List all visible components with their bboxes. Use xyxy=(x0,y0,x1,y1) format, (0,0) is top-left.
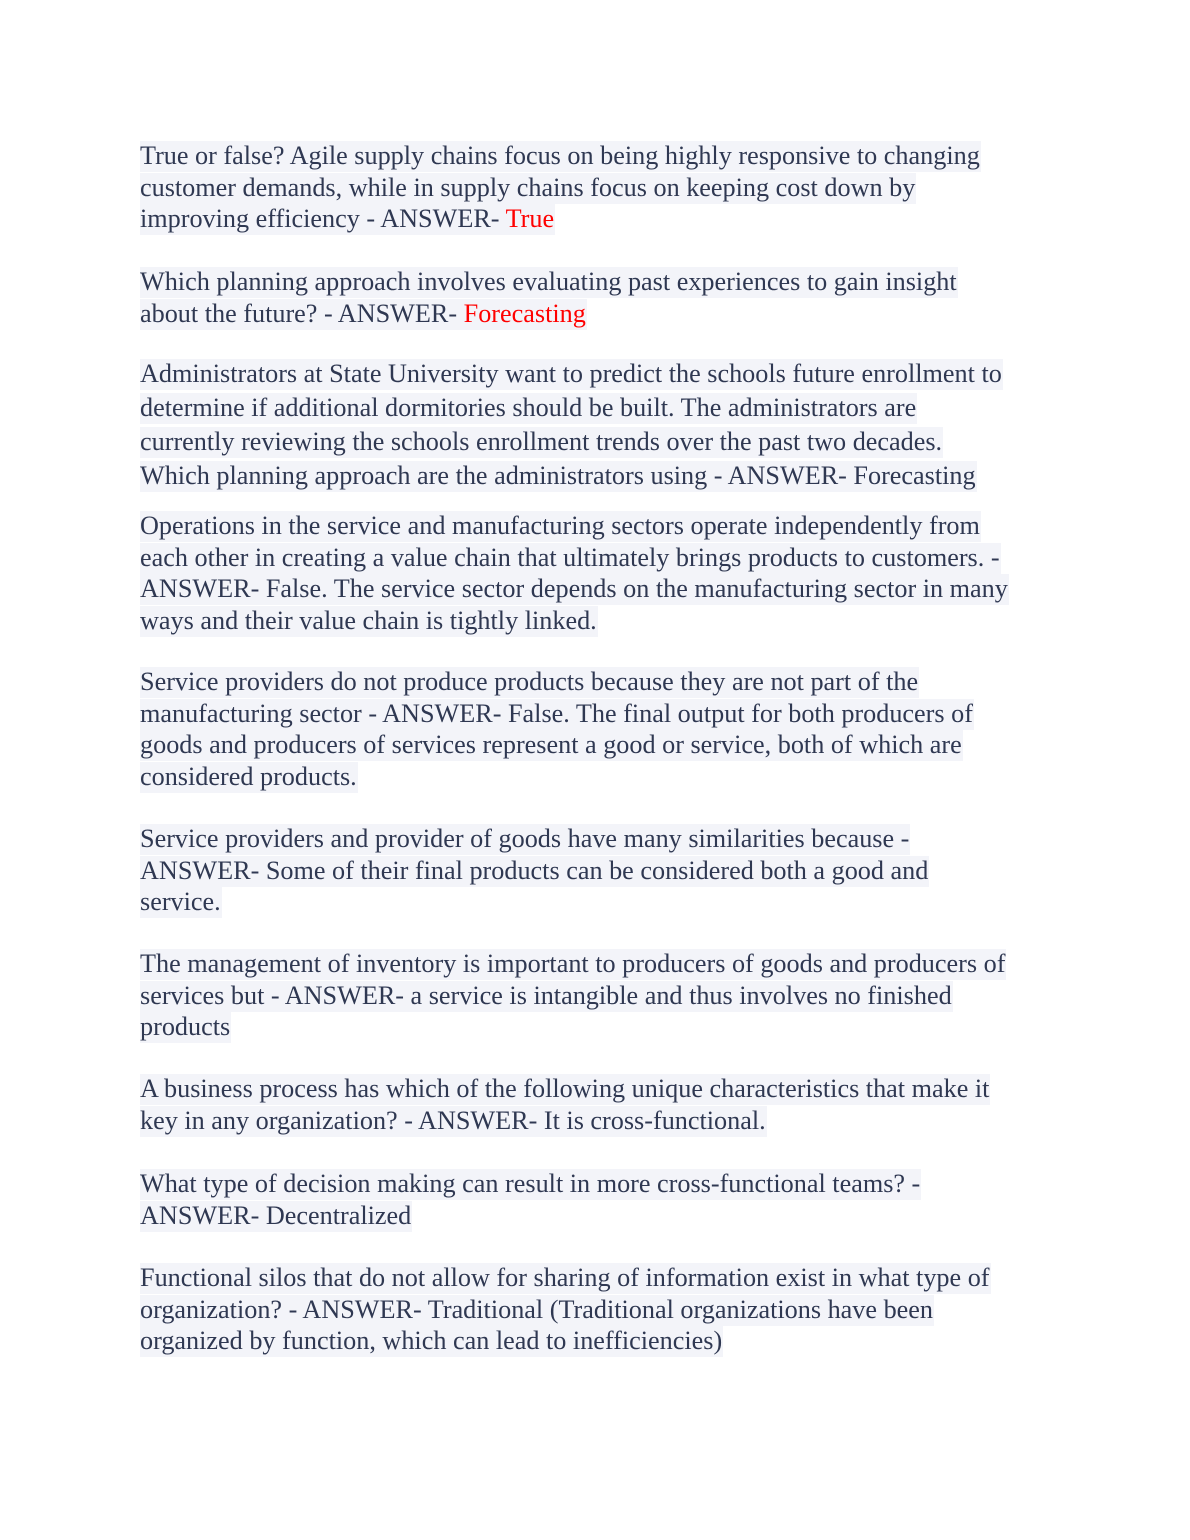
qa-item-2 xyxy=(140,266,958,329)
qa-item-3-line-2: determine if additional dormitories should be built. The administrators are xyxy=(140,393,917,422)
qa-item-7 xyxy=(140,948,1006,1043)
qa-item-7-line-2: services but - ANSWER- a service is intangible and thus involves no finished xyxy=(140,980,952,1010)
qa-item-5-line-4: considered products. xyxy=(140,761,357,791)
qa-item-9-line-2: ANSWER- Decentralized xyxy=(140,1200,412,1230)
qa-item-4 xyxy=(140,510,1009,636)
qa-item-8-line-1: A business process has which of the following unique characteristics that make it xyxy=(140,1074,990,1103)
qa-item-10-line-1: Functional silos that do not allow for sharing of information exist in what type of xyxy=(140,1263,990,1292)
qa-item-3-line-3: currently reviewing the schools enrollment trends over the past two decades. xyxy=(140,427,943,456)
qa-item-2-line-1: Which planning approach involves evaluating past experiences to gain insight xyxy=(140,267,957,296)
qa-item-1-answer: True xyxy=(505,204,555,233)
qa-item-9-line-1: What type of decision making can result in more cross-functional teams? - xyxy=(140,1169,921,1198)
qa-item-1-line-1: True or false? Agile supply chains focus on being highly responsive to changing xyxy=(140,141,980,170)
qa-item-4-line-4: ways and their value chain is tightly linked. xyxy=(140,605,597,635)
qa-item-7-line-1: The management of inventory is important to producers of goods and producers of xyxy=(140,949,1006,978)
qa-item-2-answer: Forecasting xyxy=(463,298,586,328)
qa-item-7-line-3: products xyxy=(140,1012,231,1041)
qa-item-5-line-1: Service providers do not produce products because they are not part of the xyxy=(140,667,919,696)
qa-item-3 xyxy=(140,357,1003,493)
qa-item-5 xyxy=(140,666,974,792)
qa-item-8-line-2: key in any organization? - ANSWER- It is cross-functional. xyxy=(140,1105,766,1135)
qa-item-5-line-2: manufacturing sector - ANSWER- False. The final output for both producers of xyxy=(140,698,973,728)
qa-item-6-line-1: Service providers and provider of goods have many similarities because - xyxy=(140,824,910,853)
qa-item-3-line-4: Which planning approach are the administrators using - ANSWER- Forecasting xyxy=(140,461,976,490)
qa-item-6-line-2: ANSWER- Some of their final products can be considered both a good and xyxy=(140,855,929,885)
document-page xyxy=(140,0,1050,1540)
qa-item-4-line-1: Operations in the service and manufacturing sectors operate independently from xyxy=(140,511,980,540)
qa-item-1-line-3: improving efficiency - ANSWER- xyxy=(140,204,506,233)
qa-item-10 xyxy=(140,1262,991,1357)
qa-item-1-line-2: customer demands, while in supply chains focus on keeping cost down by xyxy=(140,172,916,202)
qa-item-10-line-3: organized by function, which can lead to inefficiencies) xyxy=(140,1326,723,1355)
qa-item-3-line-1: Administrators at State University want to predict the schools future enrollment to xyxy=(140,359,1002,388)
qa-item-8 xyxy=(140,1073,990,1136)
qa-item-6 xyxy=(140,823,929,918)
qa-item-9 xyxy=(140,1168,921,1231)
qa-item-4-line-3: ANSWER- False. The service sector depends on the manufacturing sector in many xyxy=(140,574,1008,603)
qa-item-4-line-2: each other in creating a value chain that ultimately brings products to customers. - xyxy=(140,542,1000,572)
qa-item-6-line-3: service. xyxy=(140,887,221,916)
qa-item-10-line-2: organization? - ANSWER- Traditional (Traditional organizations have been xyxy=(140,1294,934,1324)
qa-item-1 xyxy=(140,140,981,235)
qa-item-5-line-3: goods and producers of services represent a good or service, both of which are xyxy=(140,730,962,759)
qa-item-2-line-2: about the future? - ANSWER- xyxy=(140,298,464,328)
